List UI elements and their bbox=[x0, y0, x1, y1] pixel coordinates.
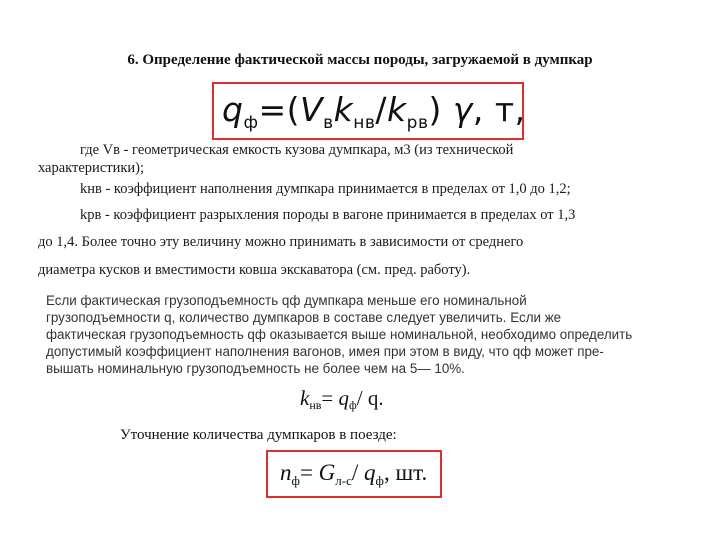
formula-actual-mass: $q_ф=(V_вk_{нв}/k_{рв})$ γ, т, bbox=[222, 90, 526, 133]
sub-heading: Уточнение количества думпкаров в поезде: bbox=[120, 427, 397, 443]
formula-box-dumpcar-count bbox=[266, 450, 442, 498]
formula-fill-coefficient: $k_{нв}= q_ф/$ q. bbox=[300, 386, 384, 412]
formula-dumpcar-count: $n_ф= G_{л-с}/$ $q_ф$, шт. bbox=[280, 460, 428, 488]
definition-line: до 1,4. Более точно эту величину можно принимать в зависимости от среднего bbox=[38, 234, 524, 250]
section-heading: 6. Определение фактической массы породы, загружаемой в думпкар bbox=[127, 52, 593, 68]
definition-line: где Vв - геометрическая емкость кузова думпкара, м3 (из технической bbox=[80, 142, 514, 158]
explanation-paragraph bbox=[46, 292, 632, 377]
paragraph-line: Если фактическая грузоподъемность qф думпкара меньше его номинальной bbox=[46, 293, 527, 308]
formula-box-actual-mass bbox=[212, 82, 524, 140]
paragraph-line: фактическая грузоподъемность qф оказывается выше номинальной, необходимо определить bbox=[46, 327, 633, 342]
definition-line: kрв - коэффициент разрыхления породы в вагоне принимается в пределах от 1,3 bbox=[80, 207, 576, 223]
definition-line: характеристики); bbox=[38, 160, 145, 176]
paragraph-line: допустимый коэффициент наполнения вагонов, имея при этом в виду, что qф может пре- bbox=[46, 344, 604, 359]
definition-line: kнв - коэффициент наполнения думпкара принимается в пределах от 1,0 до 1,2; bbox=[80, 181, 571, 197]
paragraph-line: вышать номинальную грузоподъемность не более чем на 5— 10%. bbox=[46, 361, 465, 376]
definition-line: диаметра кусков и вместимости ковша экскаватора (см. пред. работу). bbox=[38, 262, 471, 278]
paragraph-line: грузоподъемности q, количество думпкаров в составе следует увеличить. Если же bbox=[46, 310, 562, 325]
